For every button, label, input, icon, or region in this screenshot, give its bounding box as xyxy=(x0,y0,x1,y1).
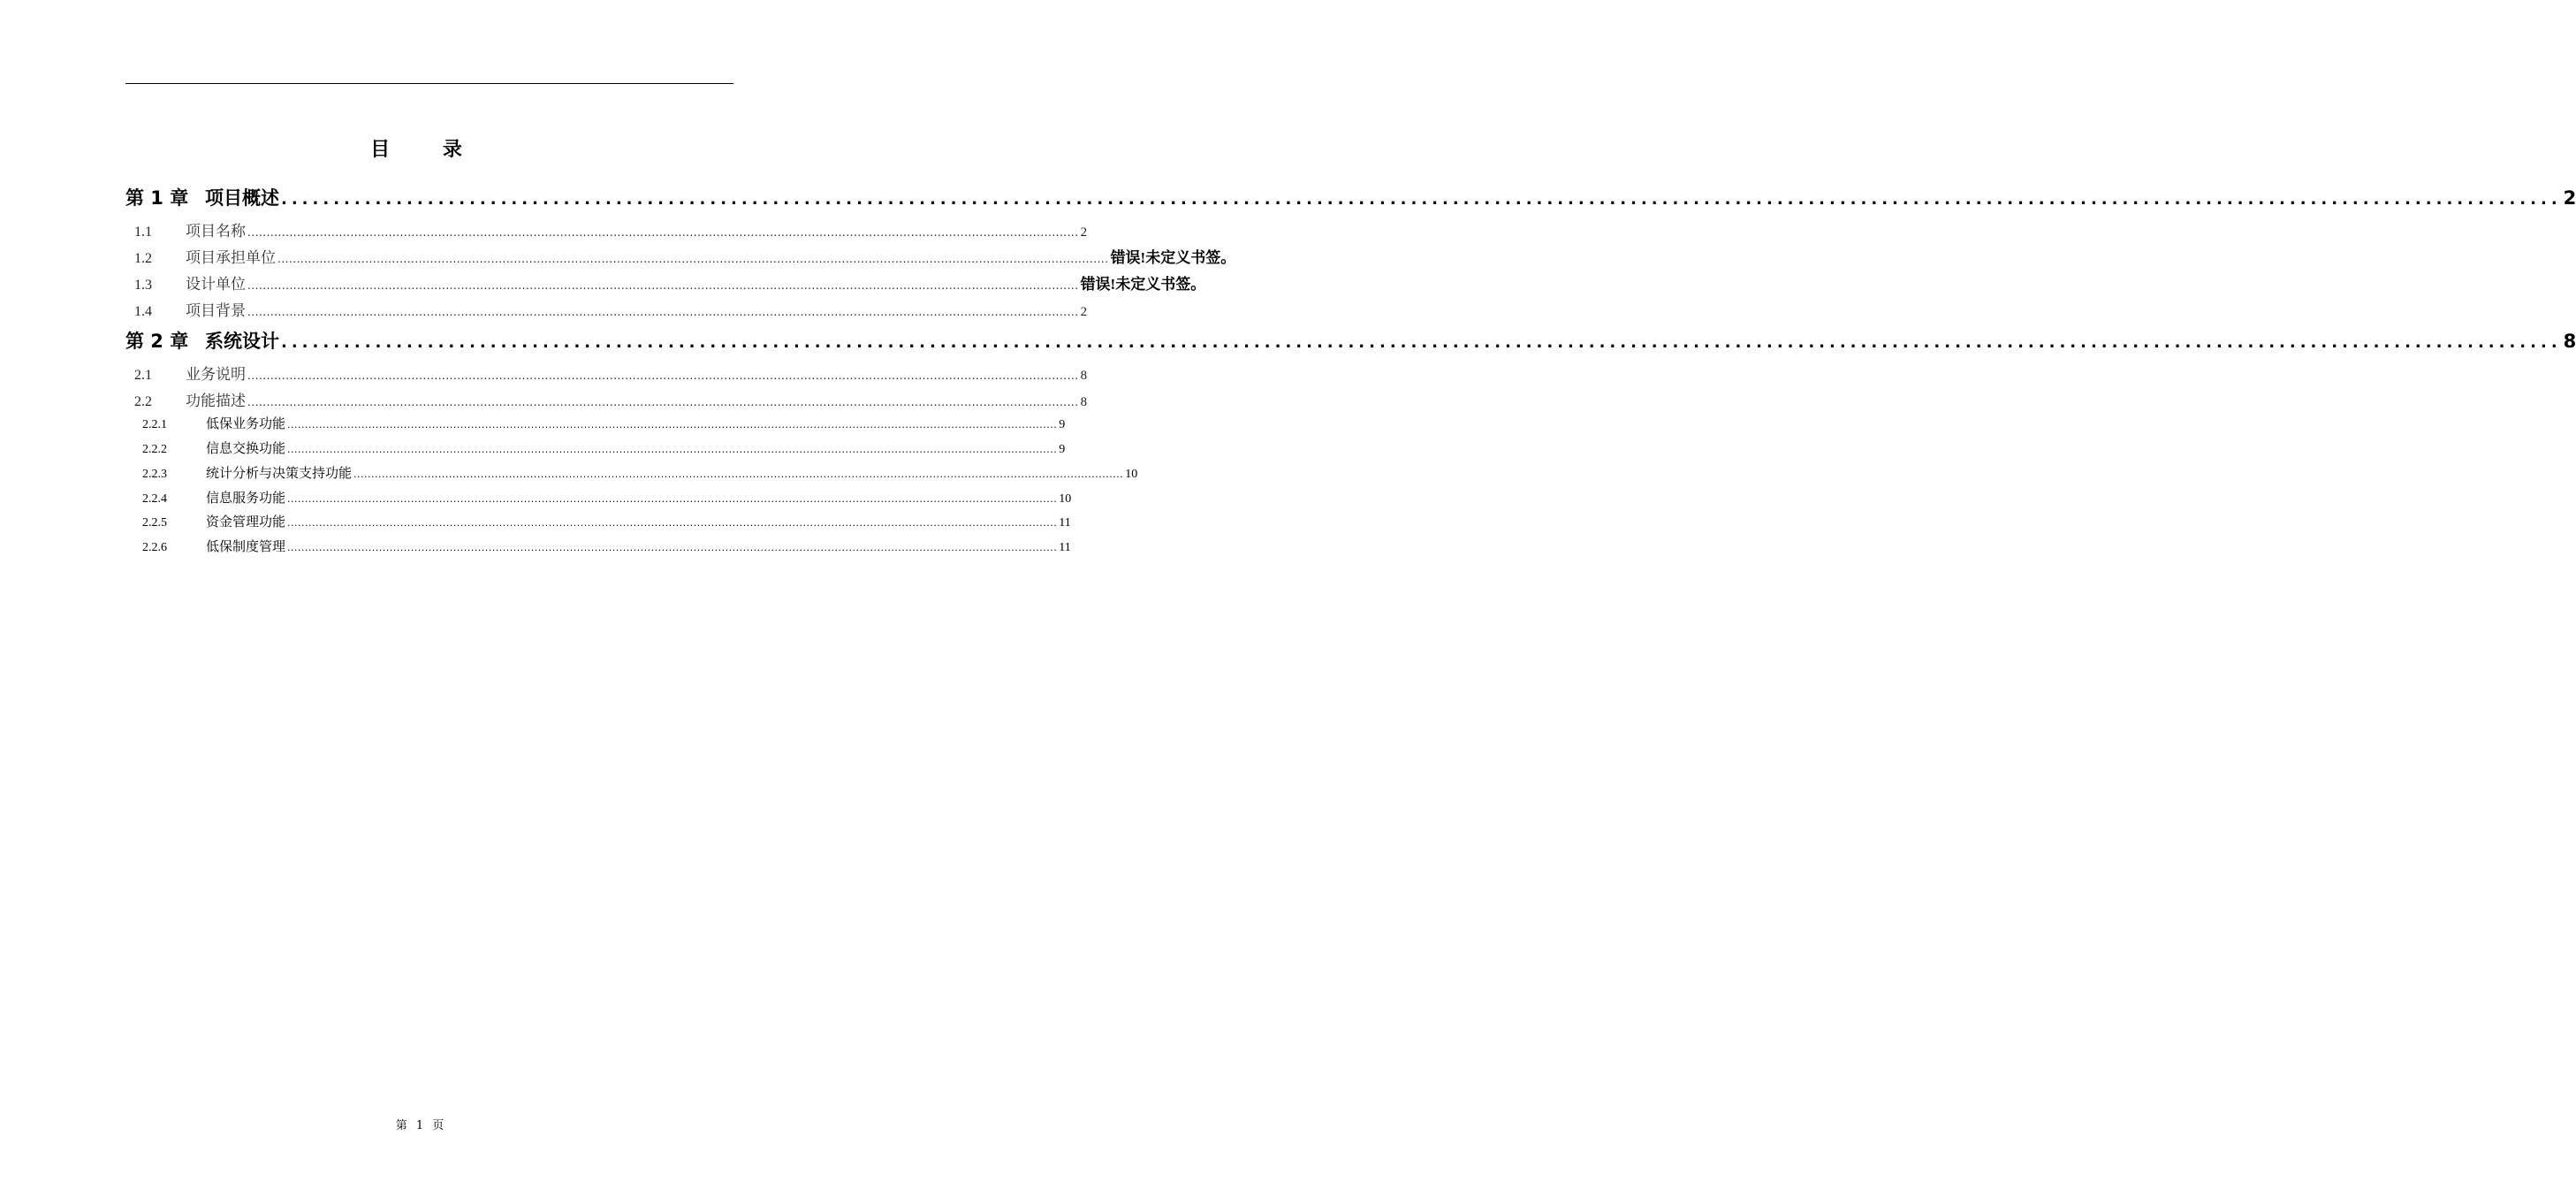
page-number: 11 xyxy=(1059,516,1071,530)
dot-leader: .......................................................................................................................................................................................................................... xyxy=(281,333,2562,352)
footer-suffix: 页 xyxy=(432,1119,445,1132)
section-title: 设计单位 xyxy=(186,276,246,293)
page-number: 2 xyxy=(2563,187,2576,209)
page-number: 10 xyxy=(1125,468,1138,481)
page-number: 8 xyxy=(1080,369,1088,383)
subsection-title: 低保制度管理 xyxy=(206,538,286,554)
section-number: 2.1 xyxy=(134,368,152,383)
section-title: 项目名称 xyxy=(186,223,246,240)
section-number: 1.3 xyxy=(134,278,152,293)
page-number: 2 xyxy=(1080,225,1088,240)
subsection-title: 低保业务功能 xyxy=(206,415,286,431)
toc-chapter-2[interactable] xyxy=(125,327,2576,354)
dot-leader: .......................................................................................................................................................................................................................... xyxy=(247,396,1079,408)
toc-section-2-2[interactable] xyxy=(125,388,1088,410)
toc-title: 目 录 xyxy=(370,139,485,161)
page-number: 8 xyxy=(1080,395,1088,409)
toc-chapter-1[interactable] xyxy=(125,184,2576,210)
subsection-number: 2.2.3 xyxy=(142,468,167,481)
chapter-number: 第 2 章 xyxy=(125,331,189,352)
chapter-number: 第 1 章 xyxy=(125,187,189,209)
page-number: 11 xyxy=(1059,541,1071,554)
footer-prefix: 第 xyxy=(395,1119,407,1132)
header-rule xyxy=(125,83,733,84)
section-number: 1.2 xyxy=(134,251,152,266)
dot-leader: .......................................................................................................................................................................................................................... xyxy=(287,542,1058,553)
toc-section-1-4[interactable] xyxy=(125,298,1088,320)
subsection-number: 2.2.1 xyxy=(142,418,167,431)
toc-subsection-2-2-2[interactable] xyxy=(125,438,1066,457)
subsection-title: 信息交换功能 xyxy=(206,440,286,456)
section-title: 功能描述 xyxy=(186,393,246,410)
page-number: 10 xyxy=(1059,492,1072,506)
subsection-number: 2.2.6 xyxy=(142,541,167,554)
subsection-title: 统计分析与决策支持功能 xyxy=(206,465,353,481)
toc-section-2-1[interactable] xyxy=(125,362,1088,384)
page-number: 9 xyxy=(1059,418,1066,431)
dot-leader: .......................................................................................................................................................................................................................... xyxy=(353,469,1124,480)
toc-subsection-2-2-4[interactable] xyxy=(125,488,1072,507)
toc-subsection-2-2-6[interactable] xyxy=(125,537,1071,555)
dot-leader: .......................................................................................................................................................................................................................... xyxy=(247,279,1079,292)
dot-leader: .......................................................................................................................................................................................................................... xyxy=(247,226,1079,239)
subsection-number: 2.2.4 xyxy=(142,492,167,506)
bookmark-error: 错误!未定义书签。 xyxy=(1080,276,1206,293)
dot-leader: .......................................................................................................................................................................................................................... xyxy=(287,444,1058,455)
toc-section-1-3[interactable] xyxy=(125,271,1206,293)
toc-subsection-2-2-1[interactable] xyxy=(125,414,1066,432)
page-number: 9 xyxy=(1059,443,1066,456)
section-title: 项目背景 xyxy=(186,302,246,320)
dot-leader: .......................................................................................................................................................................................................................... xyxy=(287,419,1058,431)
subsection-title: 资金管理功能 xyxy=(206,514,286,530)
toc-section-1-2[interactable] xyxy=(125,245,1236,267)
toc-subsection-2-2-5[interactable] xyxy=(125,512,1071,530)
dot-leader: .......................................................................................................................................................................................................................... xyxy=(247,306,1079,318)
subsection-title: 信息服务功能 xyxy=(206,490,286,506)
section-number: 2.2 xyxy=(134,394,152,409)
footer-page-number: 1 xyxy=(415,1119,424,1132)
dot-leader: .......................................................................................................................................................................................................................... xyxy=(247,370,1079,382)
dot-leader: .......................................................................................................................................................................................................................... xyxy=(277,253,1109,265)
section-title: 业务说明 xyxy=(186,366,246,384)
dot-leader: .......................................................................................................................................................................................................................... xyxy=(287,517,1058,529)
chapter-title: 系统设计 xyxy=(205,331,279,352)
section-number: 1.1 xyxy=(134,225,152,240)
section-number: 1.4 xyxy=(134,304,152,319)
toc-subsection-2-2-3[interactable] xyxy=(125,463,1138,482)
chapter-title: 项目概述 xyxy=(205,187,279,209)
subsection-number: 2.2.5 xyxy=(142,516,167,530)
bookmark-error: 错误!未定义书签。 xyxy=(1110,249,1236,266)
dot-leader: .......................................................................................................................................................................................................................... xyxy=(287,493,1058,505)
page-number: 2 xyxy=(1080,305,1088,319)
subsection-number: 2.2.2 xyxy=(142,443,167,456)
page-number: 8 xyxy=(2563,331,2576,352)
section-title: 项目承担单位 xyxy=(186,249,276,267)
toc-section-1-1[interactable] xyxy=(125,218,1088,240)
dot-leader: .......................................................................................................................................................................................................................... xyxy=(281,190,2562,209)
page-footer xyxy=(0,1116,840,1132)
